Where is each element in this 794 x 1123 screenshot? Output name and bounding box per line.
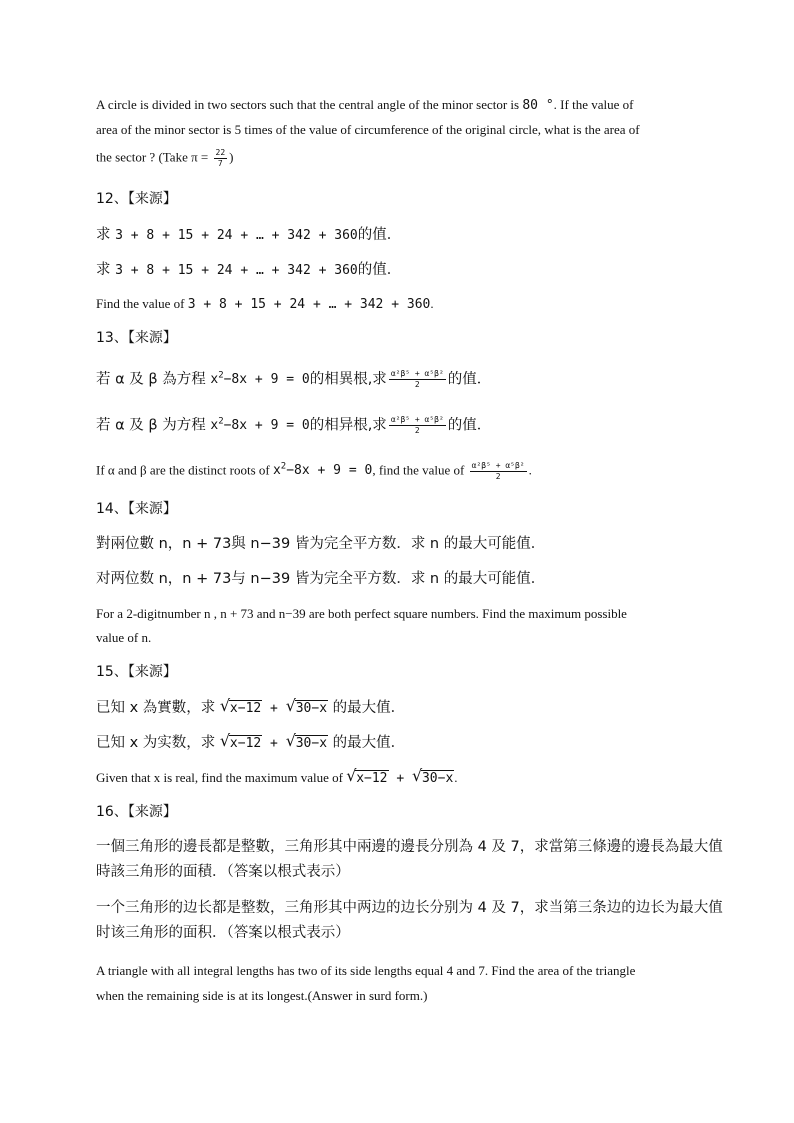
- equation-rest: −8x + 9 = 0: [223, 418, 310, 434]
- radical-1: √ x−12: [346, 766, 388, 786]
- q12-english: [96, 295, 434, 314]
- equation: [210, 418, 309, 433]
- text: , find the value of: [372, 462, 468, 478]
- radicand: 30−x: [421, 771, 454, 786]
- q11-text-line3: [96, 148, 233, 169]
- text: 的相異根,求: [309, 371, 387, 388]
- text: . If the value of: [553, 97, 634, 112]
- text: 若 α 及 β 为方程: [96, 417, 211, 434]
- angle-value: 80 °: [522, 98, 554, 113]
- exponent: 2: [280, 462, 287, 472]
- text: 已知 x 為實數，求: [96, 700, 220, 716]
- radical-2: √ 30−x: [285, 696, 328, 716]
- fraction-numerator: α²β⁵ + α⁵β²: [471, 460, 525, 470]
- q14-heading: 14、【来源】: [96, 501, 177, 517]
- q13-traditional: [96, 367, 491, 390]
- equation-rest: −8x + 9 = 0: [223, 372, 310, 388]
- plus-sign: +: [388, 771, 412, 786]
- q11-text-line2: area of the minor sector is 5 times of the value of circumference of the original circle, what is the area of: [96, 122, 640, 137]
- text: 的相异根,求: [309, 417, 387, 434]
- fraction-denominator: 2: [414, 425, 420, 435]
- series-expression: 3 + 8 + 15 + 24 + … + 342 + 360: [115, 263, 358, 278]
- text: A circle is divided in two sectors such that the central angle of the minor sector is: [96, 97, 523, 112]
- pi-fraction: [214, 148, 228, 169]
- variable: x: [210, 372, 219, 388]
- radicand: 30−x: [295, 701, 328, 716]
- series-expression: 3 + 8 + 15 + 24 + … + 342 + 360: [187, 297, 431, 312]
- variable: x: [210, 418, 219, 434]
- fraction-numerator: 22: [215, 148, 226, 157]
- text: Find the value of: [96, 296, 188, 311]
- text: .: [430, 296, 434, 311]
- series-expression: 3 + 8 + 15 + 24 + … + 342 + 360: [115, 228, 358, 243]
- radical-2: √ 30−x: [411, 766, 454, 786]
- radical-1: √ x−12: [219, 696, 262, 716]
- radicand: 30−x: [295, 736, 328, 751]
- q14-english-line2: value of n.: [96, 630, 152, 645]
- exponent: 2: [218, 417, 224, 427]
- radicand: x−12: [229, 701, 262, 716]
- fraction-numerator: α²β⁵ + α⁵β²: [390, 414, 444, 424]
- q15-simplified: [96, 731, 406, 753]
- variable: x: [272, 463, 281, 479]
- text: the sector ? (Take π =: [96, 149, 212, 165]
- fraction-numerator: α²β⁵ + α⁵β²: [390, 368, 444, 378]
- exponent: 2: [218, 371, 224, 381]
- q14-traditional: 對兩位數 n，n + 73與 n−39 皆为完全平方数．求 n 的最大可能值．: [96, 536, 546, 552]
- q12-heading: 12、【来源】: [96, 191, 177, 207]
- text: 的值．: [447, 371, 492, 388]
- q16-traditional-line2: 時該三角形的面積．（答案以根式表示）: [96, 864, 350, 880]
- q11-text-line1: [96, 96, 633, 115]
- text: 的值．: [447, 417, 492, 434]
- radicand: x−12: [356, 771, 388, 786]
- q16-simplified-line2: 时该三角形的面积．（答案以根式表示）: [96, 925, 350, 941]
- expression-fraction: [389, 415, 446, 436]
- q14-simplified: 对两位数 n，n + 73与 n−39 皆为完全平方数．求 n 的最大可能值．: [96, 571, 546, 587]
- q15-traditional: [96, 696, 406, 718]
- text: 已知 x 为实数，求: [96, 735, 220, 751]
- q15-heading: 15、【来源】: [96, 664, 177, 680]
- q16-heading: 16、【来源】: [96, 804, 177, 820]
- q12-simplified: [96, 261, 401, 280]
- plus-sign: +: [262, 736, 286, 751]
- equation: [273, 463, 372, 478]
- text: ): [229, 149, 234, 165]
- expression-fraction: [470, 461, 527, 482]
- radical-1: √ x−12: [219, 731, 262, 751]
- text: 若 α 及 β 為方程: [96, 371, 211, 388]
- q16-english-line2: when the remaining side is at its longest.(Answer in surd form.): [96, 988, 428, 1003]
- text: .: [528, 462, 532, 478]
- text: Given that x is real, find the maximum value of: [96, 770, 347, 785]
- text: If α and β are the distinct roots of: [96, 462, 273, 478]
- plus-sign: +: [262, 701, 286, 716]
- equation-rest: −8x + 9 = 0: [286, 463, 373, 479]
- text: 的值．: [357, 227, 402, 243]
- q13-heading: 13、【来源】: [96, 330, 177, 346]
- text: 求: [96, 262, 116, 278]
- q13-english: [96, 458, 532, 482]
- fraction-denominator: 2: [495, 471, 501, 481]
- q12-traditional: [96, 226, 401, 245]
- q14-english-line1: For a 2-digitnumber n , n + 73 and n−39 are both perfect square numbers. Find the maximum possible: [96, 606, 627, 621]
- text: 的最大值．: [328, 700, 406, 716]
- q16-english-line1: A triangle with all integral lengths has two of its side lengths equal 4 and 7. Find the area of the triangle: [96, 963, 636, 978]
- expression-fraction: [389, 369, 446, 390]
- radical-2: √ 30−x: [285, 731, 328, 751]
- text: 的值．: [357, 262, 402, 278]
- q15-english: [96, 766, 458, 788]
- equation: [210, 372, 309, 387]
- text: .: [454, 770, 458, 785]
- q16-simplified-line1: 一个三角形的边长都是整数，三角形其中两边的边长分别为 4 及 7，求当第三条边的边长为最大值: [96, 900, 723, 916]
- q13-simplified: [96, 413, 491, 436]
- q16-traditional-line1: 一個三角形的邊長都是整數，三角形其中兩邊的邊長分別為 4 及 7，求當第三條邊的邊長為最大值: [96, 839, 723, 855]
- fraction-denominator: 2: [414, 379, 420, 389]
- radicand: x−12: [229, 736, 262, 751]
- text: 求: [96, 227, 116, 243]
- text: 的最大值．: [328, 735, 406, 751]
- fraction-denominator: 7: [217, 159, 223, 168]
